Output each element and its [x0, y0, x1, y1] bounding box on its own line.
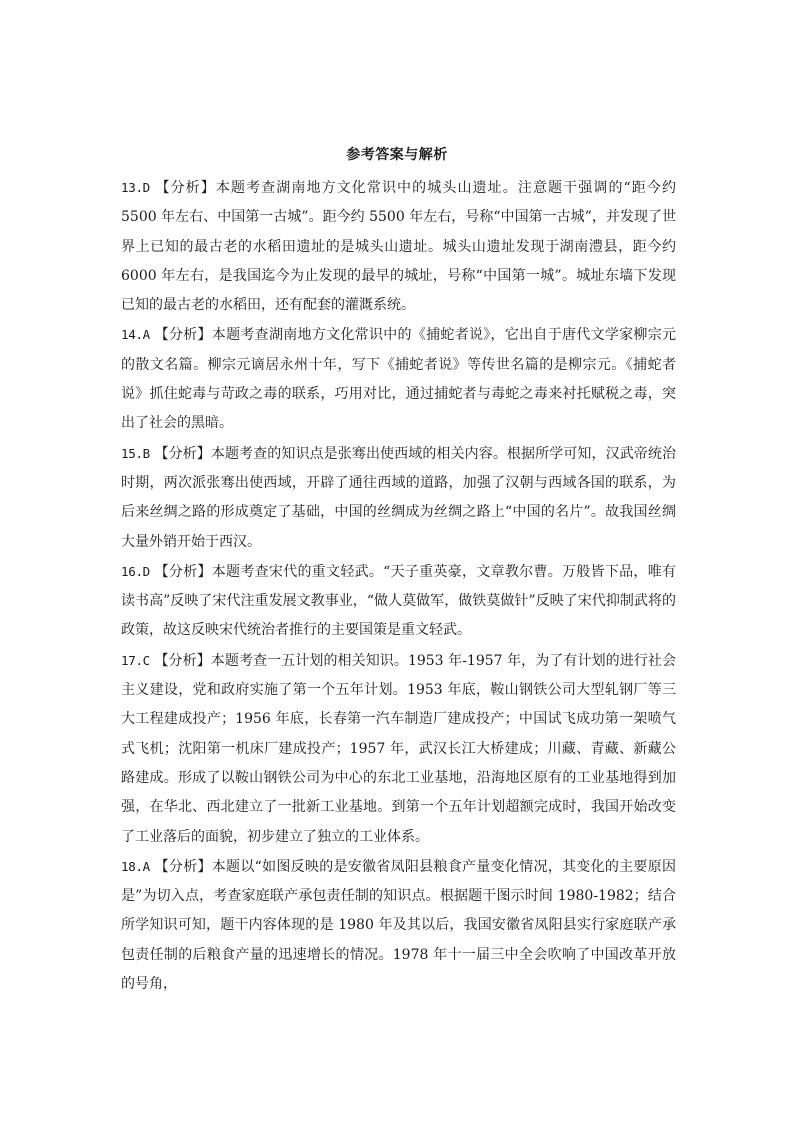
- answer-text: 【分析】本题考查宋代的重文轻武。“天子重英豪，文章教尔曹。万般皆下品，唯有读书高”反映了宋代注重发展文教事业，“做人莫做军，做铁莫做针”反映了宋代抑制武将的政策，故这反映宋代统治者推行的主要国策是重文轻武。: [121, 563, 676, 639]
- answer-number: 15.B: [121, 445, 150, 461]
- answer-text: 【分析】本题考查的知识点是张骞出使西域的相关内容。根据所学可知，汉武帝统治时期，两次派张骞出使西域，开辟了通往西域的道路，加强了汉朝与西域各国的联系，为后来丝绸之路的形成奠定了基础，中国的丝绸成为丝绸之路上“中国的名片”。故我国丝绸大量外销开始于西汉。: [121, 445, 677, 550]
- answer-number: 13.D: [121, 180, 150, 195]
- answer-text: 【分析】本题考查湖南地方文化常识中的城头山遗址。注意题干强调的“距今约 5500 年左右、中国第一古城”。距今约 5500 年左右，号称“中国第一古城”，并发现了世界上已知的最古老的水稻田遗址的是城头山遗址。城头山遗址发现于湖南澧县，距今约6000 年左右，是我国迄今为止发现的最早的城址，号称“中国第一城”。城址东墙下发现已知的最古老的水稻田，还有配套的灌溉系统。: [121, 180, 677, 314]
- answer-item-17: [121, 646, 676, 852]
- answer-text: 【分析】本题考查湖南地方文化常识中的《捕蛇者说》，它出自于唐代文学家柳宗元的散文名篇。柳宗元谪居永州十年，写下《捕蛇者说》等传世名篇的是柳宗元。《捕蛇者说》抓住蛇毒与苛政之毒的联系，巧用对比，通过捕蛇者与毒蛇之毒来衬托赋税之毒，突出了社会的黑暗。: [121, 327, 677, 432]
- answer-number: 17.C: [121, 652, 150, 668]
- answer-number: 18.A: [121, 858, 150, 874]
- answer-item-18: [121, 852, 676, 999]
- answer-number: 14.A: [121, 327, 150, 343]
- answer-number: 16.D: [121, 563, 150, 579]
- answer-list: [121, 173, 676, 999]
- answer-text: 【分析】本题以“如图反映的是安徽省凤阳县粮食产量变化情况，其变化的主要原因是”为切入点，考查家庭联产承包责任制的知识点。根据题干图示时间 1980-1982；结合所学知识可知，题干内容体现的是 1980 年及其以后，我国安徽省凤阳县实行家庭联产承包责任制的后粮食产量的迅速增长的情况。1978 年十一届三中全会吹响了中国改革开放的号角，: [121, 858, 676, 993]
- answer-item-16: [121, 557, 676, 646]
- answer-item-15: [121, 439, 676, 557]
- answer-text: 【分析】本题考查一五计划的相关知识。1953 年-1957 年，为了有计划的进行社会主义建设，党和政府实施了第一个五年计划。1953 年底，鞍山钢铁公司大型轧钢厂等三大工程建成投产；1956 年底，长春第一汽车制造厂建成投产；中国试飞成功第一架喷气式飞机；沈阳第一机床厂建成投产；1957 年，武汉长江大桥建成；川藏、青藏、新藏公路建成。形成了以鞍山钢铁公司为中心的东北工业基地，沿海地区原有的工业基地得到加强，在华北、西北建立了一批新工业基地。到第一个五年计划超额完成时，我国开始改变了工业落后的面貌，初步建立了独立的工业体系。: [121, 652, 677, 845]
- answer-item-14: [121, 320, 676, 438]
- page-title: 参考答案与解析: [346, 147, 448, 163]
- answer-item-13: [121, 173, 676, 320]
